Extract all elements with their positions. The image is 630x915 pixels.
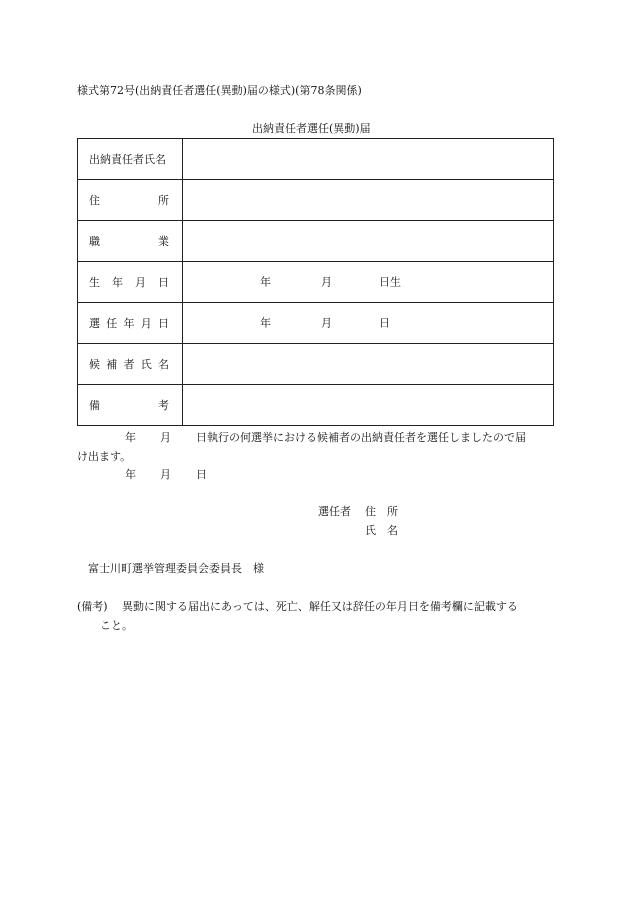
appointer-name-label: 氏 名: [365, 524, 398, 537]
candidate-name-label-cell: [78, 344, 183, 385]
birthdate-label-cell: [78, 262, 183, 303]
field-label: 住 所: [89, 193, 169, 207]
statement-text-line1: 日執行の何選挙における候補者の出納責任者を選任しましたので届: [196, 431, 526, 444]
form-title: 出納責任者選任(異動)届: [252, 122, 371, 135]
field-label: 生 年 月 日: [89, 275, 169, 289]
submission-day-unit: 日: [196, 468, 207, 481]
form-table: [77, 138, 554, 426]
table-row: [78, 344, 554, 385]
appointment-date-field[interactable]: [183, 303, 554, 344]
table-row: [78, 180, 554, 221]
field-label: 選 任 年 月 日: [89, 316, 169, 330]
treasurer-name-field[interactable]: [183, 139, 554, 180]
table-row: [78, 221, 554, 262]
field-label: 備 考: [89, 398, 169, 412]
statement-year-unit: 年: [125, 431, 136, 444]
note-text-line2: こと。: [100, 619, 133, 632]
statement-month-unit: 月: [160, 431, 171, 444]
birth-day-unit: 日生: [379, 275, 401, 289]
table-row: [78, 303, 554, 344]
field-label: 職 業: [89, 234, 169, 248]
appointment-month-unit: 月: [321, 316, 332, 330]
submission-year-unit: 年: [125, 468, 136, 481]
birth-month-unit: 月: [321, 275, 332, 289]
statement-text-line2: け出ます。: [77, 450, 132, 463]
remarks-label-cell: [78, 385, 183, 426]
occupation-field[interactable]: [183, 221, 554, 262]
appointer-address-label: 住 所: [365, 505, 398, 518]
treasurer-name-label-cell: [78, 139, 183, 180]
form-number-heading: 様式第72号(出納責任者選任(異動)届の様式)(第78条関係): [77, 84, 362, 97]
occupation-label-cell: [78, 221, 183, 262]
birth-year-unit: 年: [260, 275, 271, 289]
table-row: [78, 139, 554, 180]
remarks-field[interactable]: [183, 385, 554, 426]
appointer-label: 選任者: [318, 505, 351, 518]
addressee: 富士川町選挙管理委員会委員長 様: [88, 562, 264, 575]
address-field[interactable]: [183, 180, 554, 221]
table-row: [78, 262, 554, 303]
field-label: 候 補 者 氏 名: [89, 357, 169, 371]
appointment-day-unit: 日: [379, 316, 390, 330]
appointment-date-label-cell: [78, 303, 183, 344]
submission-month-unit: 月: [160, 468, 171, 481]
field-label: 出納責任者氏名: [89, 152, 166, 166]
birthdate-field[interactable]: [183, 262, 554, 303]
candidate-name-field[interactable]: [183, 344, 554, 385]
note-label: (備考): [77, 600, 108, 613]
address-label-cell: [78, 180, 183, 221]
note-text-line1: 異動に関する届出にあっては、死亡、解任又は辞任の年月日を備考欄に記載する: [122, 600, 518, 613]
table-row: [78, 385, 554, 426]
appointment-year-unit: 年: [260, 316, 271, 330]
